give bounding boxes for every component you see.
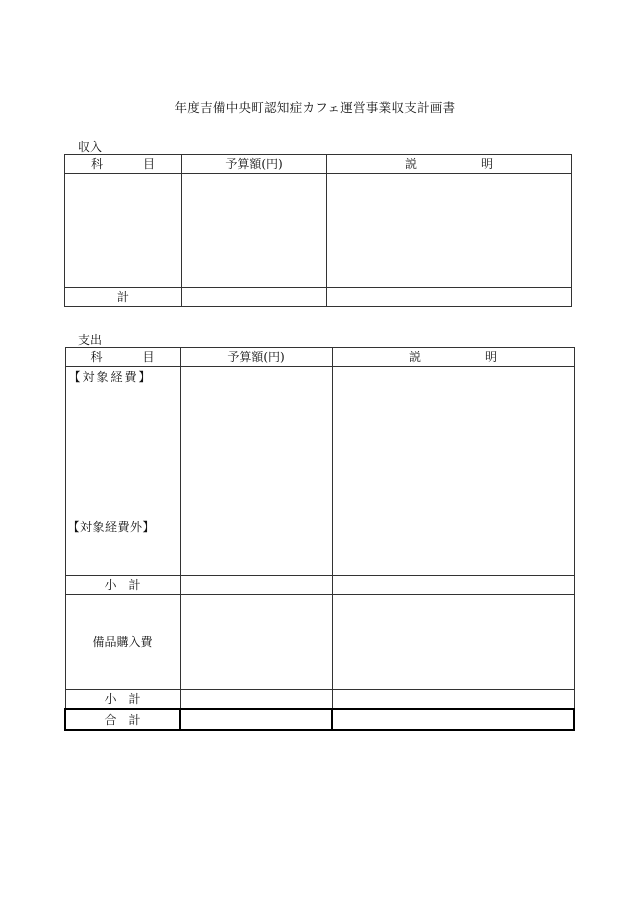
expense-header-description: 説 明 [332,348,574,367]
expense-section-label: 支出 [78,333,103,347]
expense-category-cell [65,367,180,576]
income-header-row [65,155,572,174]
expense-category-budget-cell[interactable] [180,367,332,576]
expense-category-row [65,367,574,576]
expense-subtotal2-description-cell[interactable] [332,690,574,710]
income-total-label: 計 [65,288,182,307]
income-section-label: 収入 [78,140,103,154]
expense-subtotal-budget-cell[interactable] [180,576,332,595]
income-header-item: 科 目 [65,155,182,174]
income-header-description: 説 明 [327,155,572,174]
expense-subtotal2-row [65,690,574,710]
expense-grand-total-label: 合 計 [65,709,180,730]
expense-header-item: 科 目 [65,348,180,367]
income-item-cell[interactable] [65,174,182,288]
income-description-cell[interactable] [327,174,572,288]
expense-equipment-label: 備品購入費 [65,595,180,690]
expense-grand-total-description-cell[interactable] [332,709,574,730]
income-total-budget-cell[interactable] [182,288,327,307]
income-body-row [65,174,572,288]
expense-header-budget: 予算額(円) [180,348,332,367]
income-header-budget: 予算額(円) [182,155,327,174]
expense-subtotal2-budget-cell[interactable] [180,690,332,710]
expense-subtotal2-label: 小 計 [65,690,180,710]
expense-subtotal-row [65,576,574,595]
document-title: 年度吉備中央町認知症カフェ運営事業収支計画書 [174,100,456,115]
expense-equipment-description-cell[interactable] [332,595,574,690]
expense-grand-total-budget-cell[interactable] [180,709,332,730]
expense-grand-total-row [65,709,574,730]
income-table [64,154,572,307]
income-total-description-cell[interactable] [327,288,572,307]
category-covered-label: 【対象経費】 [68,370,153,384]
expense-subtotal-description-cell[interactable] [332,576,574,595]
expense-subtotal-label: 小 計 [65,576,180,595]
expense-header-row [65,348,574,367]
expense-table [64,347,575,731]
category-not-covered-label: 【対象経費外】 [67,520,156,534]
expense-equipment-budget-cell[interactable] [180,595,332,690]
income-total-row [65,288,572,307]
expense-category-description-cell[interactable] [332,367,574,576]
income-budget-cell[interactable] [182,174,327,288]
expense-equipment-row [65,595,574,690]
